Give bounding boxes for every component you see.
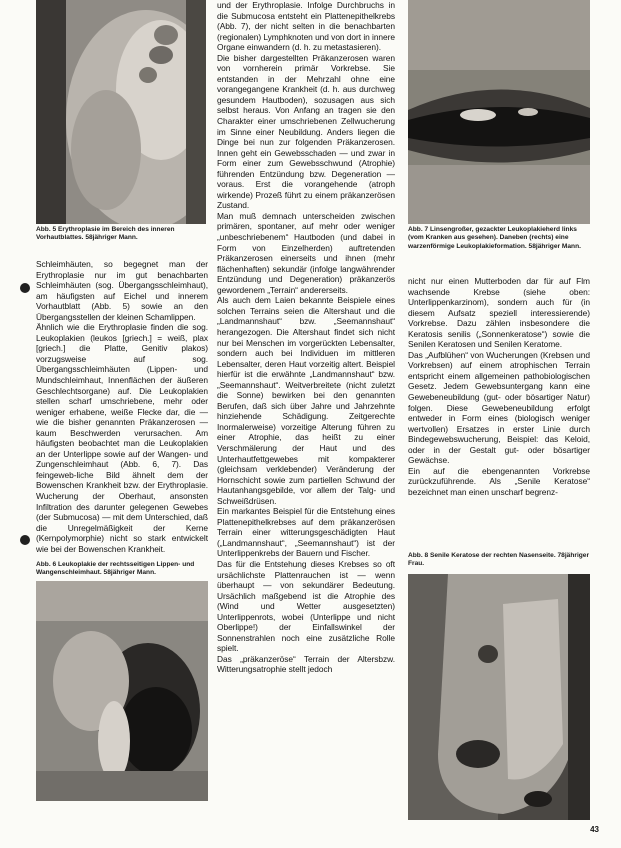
figure-8-caption: Abb. 8 Senile Keratose der rechten Nasenseite. 78jähriger Frau. — [408, 552, 590, 568]
column-3-text: nicht nur einen Mutterboden dar für auf Flm wachsende Krebse (siehe oben: Unterlippenkarzinom), sondern auch für (in diesem Aufsatz speziell interessierende) Vorkrebse. Dazu zählen insbesondere die Keratosis senilis („Sonnenkeratose“) sowie die Senilen Keratosen und Senilen Keratome. Das „Aufblühen“ von Wucherungen (Krebsen und Vorkrebsen) auf einem atrophischen Terrain entspricht einem allgemeinen pathobiologischen Gesetz. Jedem Gewebsuntergang kann eine Gewebeneubildung (gut- oder bösartiger Natur) folgen. Diese Gewebeneubildung erfolgt entweder in Form eines (biologisch weniger wertvollen) Ersatzes in erster Linie durch Bindegewebswucherung, Beispiel: das Keloid, oder in der Gestalt gut- oder bösartiger Gewächse. Ein auf die ebengenannten Vorkrebse zurückzuführende. Als „Senile Keratose“ bezeichnet man einen unscharf begrenz- — [408, 276, 590, 497]
figure-5-photo — [36, 0, 206, 224]
page-number: 43 — [590, 825, 599, 834]
binder-hole-mark — [20, 283, 30, 293]
figure-7-photo — [408, 0, 590, 224]
figure-7-caption: Abb. 7 Linsengroßer, gezackter Leukoplakieherd links (vom Kranken aus gesehen). Daneben (rechts) eine warzenförmige Leukoplakieformation. 58jähriger Mann. — [408, 226, 581, 250]
figure-6-caption: Abb. 6 Leukoplakie der rechtsseitigen Lippen- und Wangenschleimhaut. 58jähriger Mann. — [36, 561, 195, 577]
figure-5-caption: Abb. 5 Erythroplasie im Bereich des inneren Vorhautblattes. 58jähriger Mann. — [36, 226, 175, 242]
column-1-text: Schleimhäuten, so begegnet man der Erythroplasie nur im gut benachbarten Schleimhäuten (sog. Übergangsschleimhaut), am häufigsten auf Eichel und innerem Vorhautblatt (Abb. 5) sowie an den Übergangsstellen der kleinen Schamlippen. Ähnlich wie die Erythroplasie finden die sog. Leukoplakien (leukos [griech.] = weiß, plax [griech.] die Platte, Genitiv plakos) vorzugsweise auf sog. Übergangsschleimhäuten (Lippen- und Mundschleimhaut, Innenflächen der äußeren Geschlechtsorgane) auf. Die Leukoplakien stellen scharf umschriebene, mehr oder weniger erhabene, weiße Flecke dar, die — wie die bisher genannten Präkanzerosen — kaum Beschwerden verursachen. Am häufigsten beobachtet man die Leukoplakien an der Unterlippe sowie auf der Wangen- und Zungenschleimhaut (Abb. 6, 7). Das feingeweb-liche Bild ähnelt dem der Bowenschen Krankheit bzw. der Erythroplasie. Wucherung der Oberhaut, ansonsten Infiltration des darunter gelegenen Gewebes (der Submucosa) — mit dem Unterschied, daß die Unregelmäßigkeit der Kerne (Kernpolymorphie) nicht so stark entwickelt wie bei der Bowenschen Krankheit. — [36, 259, 208, 554]
figure-6-photo — [36, 581, 208, 801]
binder-hole-mark — [20, 535, 30, 545]
figure-8-photo — [408, 574, 590, 820]
column-2-text: und der Erythroplasie. Infolge Durchbruchs in die Submucosa entsteht ein Plattenepithelkrebs (Abb. 7), der nicht selten in die benachbarten (regionalen) Lymphknoten und von dort in innere Organe einwandern (d. h. zu metastasieren). Die bisher dargestellten Präkanzerosen waren von vornherein primär Vorkrebse. Sie entstanden in der Mehrzahl ohne eine vorangegangene Krankheit (d. h. aus durchweg gesundem Hautboden), sozusagen aus sich selbst heraus. Von Anfang an tragen sie den Charakter einer umschriebenen Zellwucherung im Sinne einer Neubildung. Anders liegen die Dinge bei nun zur folgenden Präkanzerosen. Innen geht ein Gewebsschaden — und zwar in Form einer zum Gewebsschwund (Atrophie) führenden Entzündung bzw. Degeneration — voraus. Erst die vorangehende (atroph wirkende) Prozeß führt zu einem präkanzerösen Zustand. Man muß demnach unterscheiden zwischen primären, spontaner, auf mehr oder weniger „unbeschriebenem“ Hautboden (und dabei in Form von Einzelherden) auftretenden Präkanzerosen einerseits und ihnen (mehr flächenhaften) sekundär (infolge langwährender Entzündung und Degeneration) präkanzerös gewordenem „Terrain“ andererseits. Als auch dem Laien bekannte Beispiele eines solchen Terrains seien die Altershaut und die „Landmannshaut“ bzw. „Seemannshaut“ herangezogen. Die Altershaut findet sich nicht nur bei Menschen im vorgerückten Lebensalter, sondern auch bei Individuen im mittleren Lebensalter, deren Haut vorzeitig altert. Beispiel hierfür ist die erwähnte „Landmannshaut“ bzw. „Seemannshaut“. Weitverbreitete (nicht zuletzt die Sonne) bewirken bei den genannten Berufen, daß sich über Jahre und Jahrzehnte hinziehende Schädigung. Zeitgerechte Inormalerweise) vorzeitige Alterung führen zu einer Atrophie, das heißt zu einer Verschmälerung der Haut und des Unterhautfettgewebes mit kompakterer (gleichsam verklebender) Veränderung der Hornschicht sowie zum partiellen Schwund der Hautanhangsgebilde, vor allem der Talg- und Schweißdrüsen. Ein markantes Beispiel für die Entstehung eines Plattenepithelkrebses auf dem präkanzerösen Terrain einer witterungsgeschädigten Haut („Landmannshaut“, „Seemannshaut“) ist der Unterlippenkrebs der Bauern und Fischer. Das für die Entstehung dieses Krebses so oft ursächlichste Plattenrauchen ist — wenn überhaupt — von sekundärer Bedeutung. Ursächlich maßgebend ist die Atrophie des (Wind und Wetter ausgesetzten) Unterlippenrots, wobei (Unterlippe und nicht Oberlippe!) der Einfallswinkel der Sonnenstrahlen noch eine zusätzliche Rolle spielt. Das „präkanzeröse“ Terrain der Altersbzw. Witterungsatrophie stellt jedoch — [217, 0, 395, 675]
